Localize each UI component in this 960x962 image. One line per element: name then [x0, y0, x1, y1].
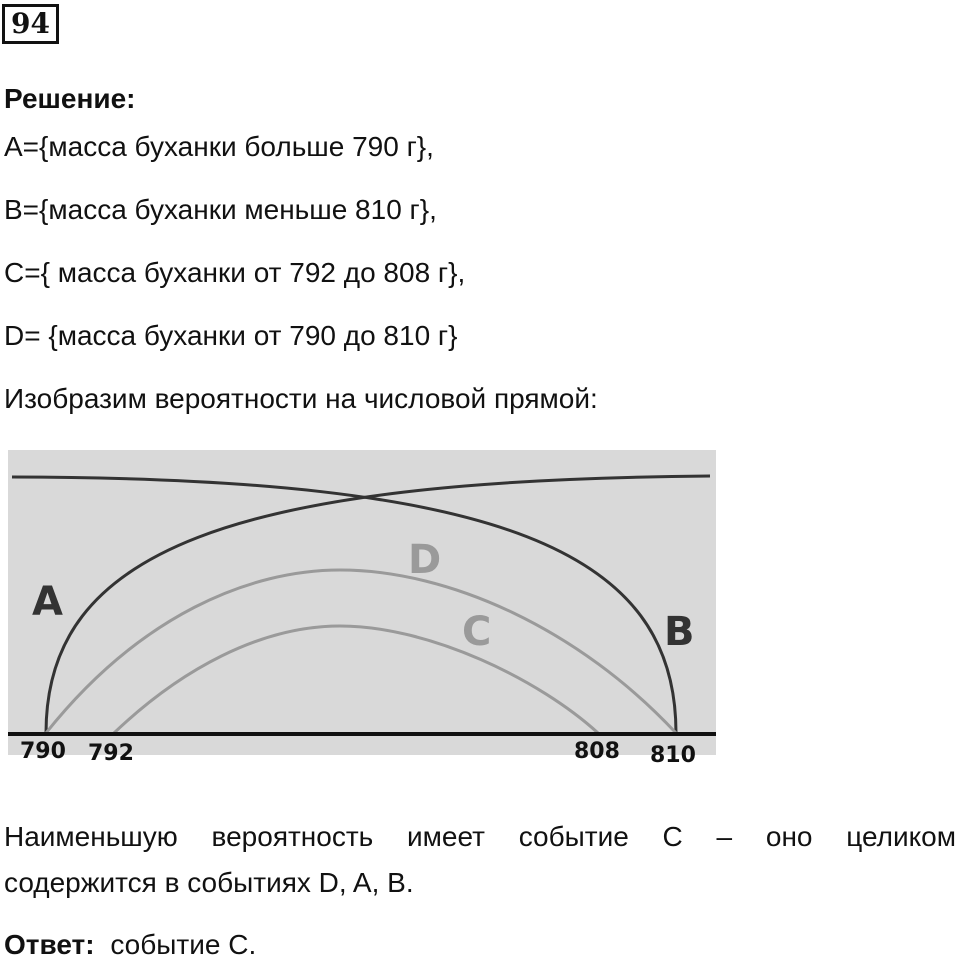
arc-label-c: C [462, 609, 492, 655]
problem-number: 94 [2, 4, 59, 44]
tick-label-810: 810 [650, 743, 696, 768]
tick-label-792: 792 [88, 741, 134, 766]
number-line-diagram [0, 440, 730, 780]
answer-text: событие C. [110, 929, 257, 960]
diagram-intro-text: Изобразим вероятности на числовой прямой: [4, 383, 598, 414]
arc-label-a: A [32, 579, 63, 625]
event-d-definition: D= {масса буханки от 790 до 810 г} [4, 320, 458, 351]
conclusion-line-1: Наименьшую вероятность имеет событие C – оно целиком [4, 821, 956, 852]
arc-label-d: D [408, 537, 442, 583]
answer-label: Ответ: [4, 929, 95, 960]
tick-label-808: 808 [574, 739, 620, 764]
arc-label-b: B [664, 609, 695, 655]
answer-line [4, 928, 256, 962]
tick-label-790: 790 [20, 739, 66, 764]
event-c-definition: C={ масса буханки от 792 до 808 г}, [4, 257, 466, 288]
conclusion-text [4, 814, 956, 906]
conclusion-line-2: содержится в событиях D, A, B. [4, 867, 414, 898]
event-b-definition: B={масса буханки меньше 810 г}, [4, 194, 437, 225]
event-a-definition: A={масса буханки больше 790 г}, [4, 131, 434, 162]
solution-heading: Решение: [4, 83, 136, 114]
